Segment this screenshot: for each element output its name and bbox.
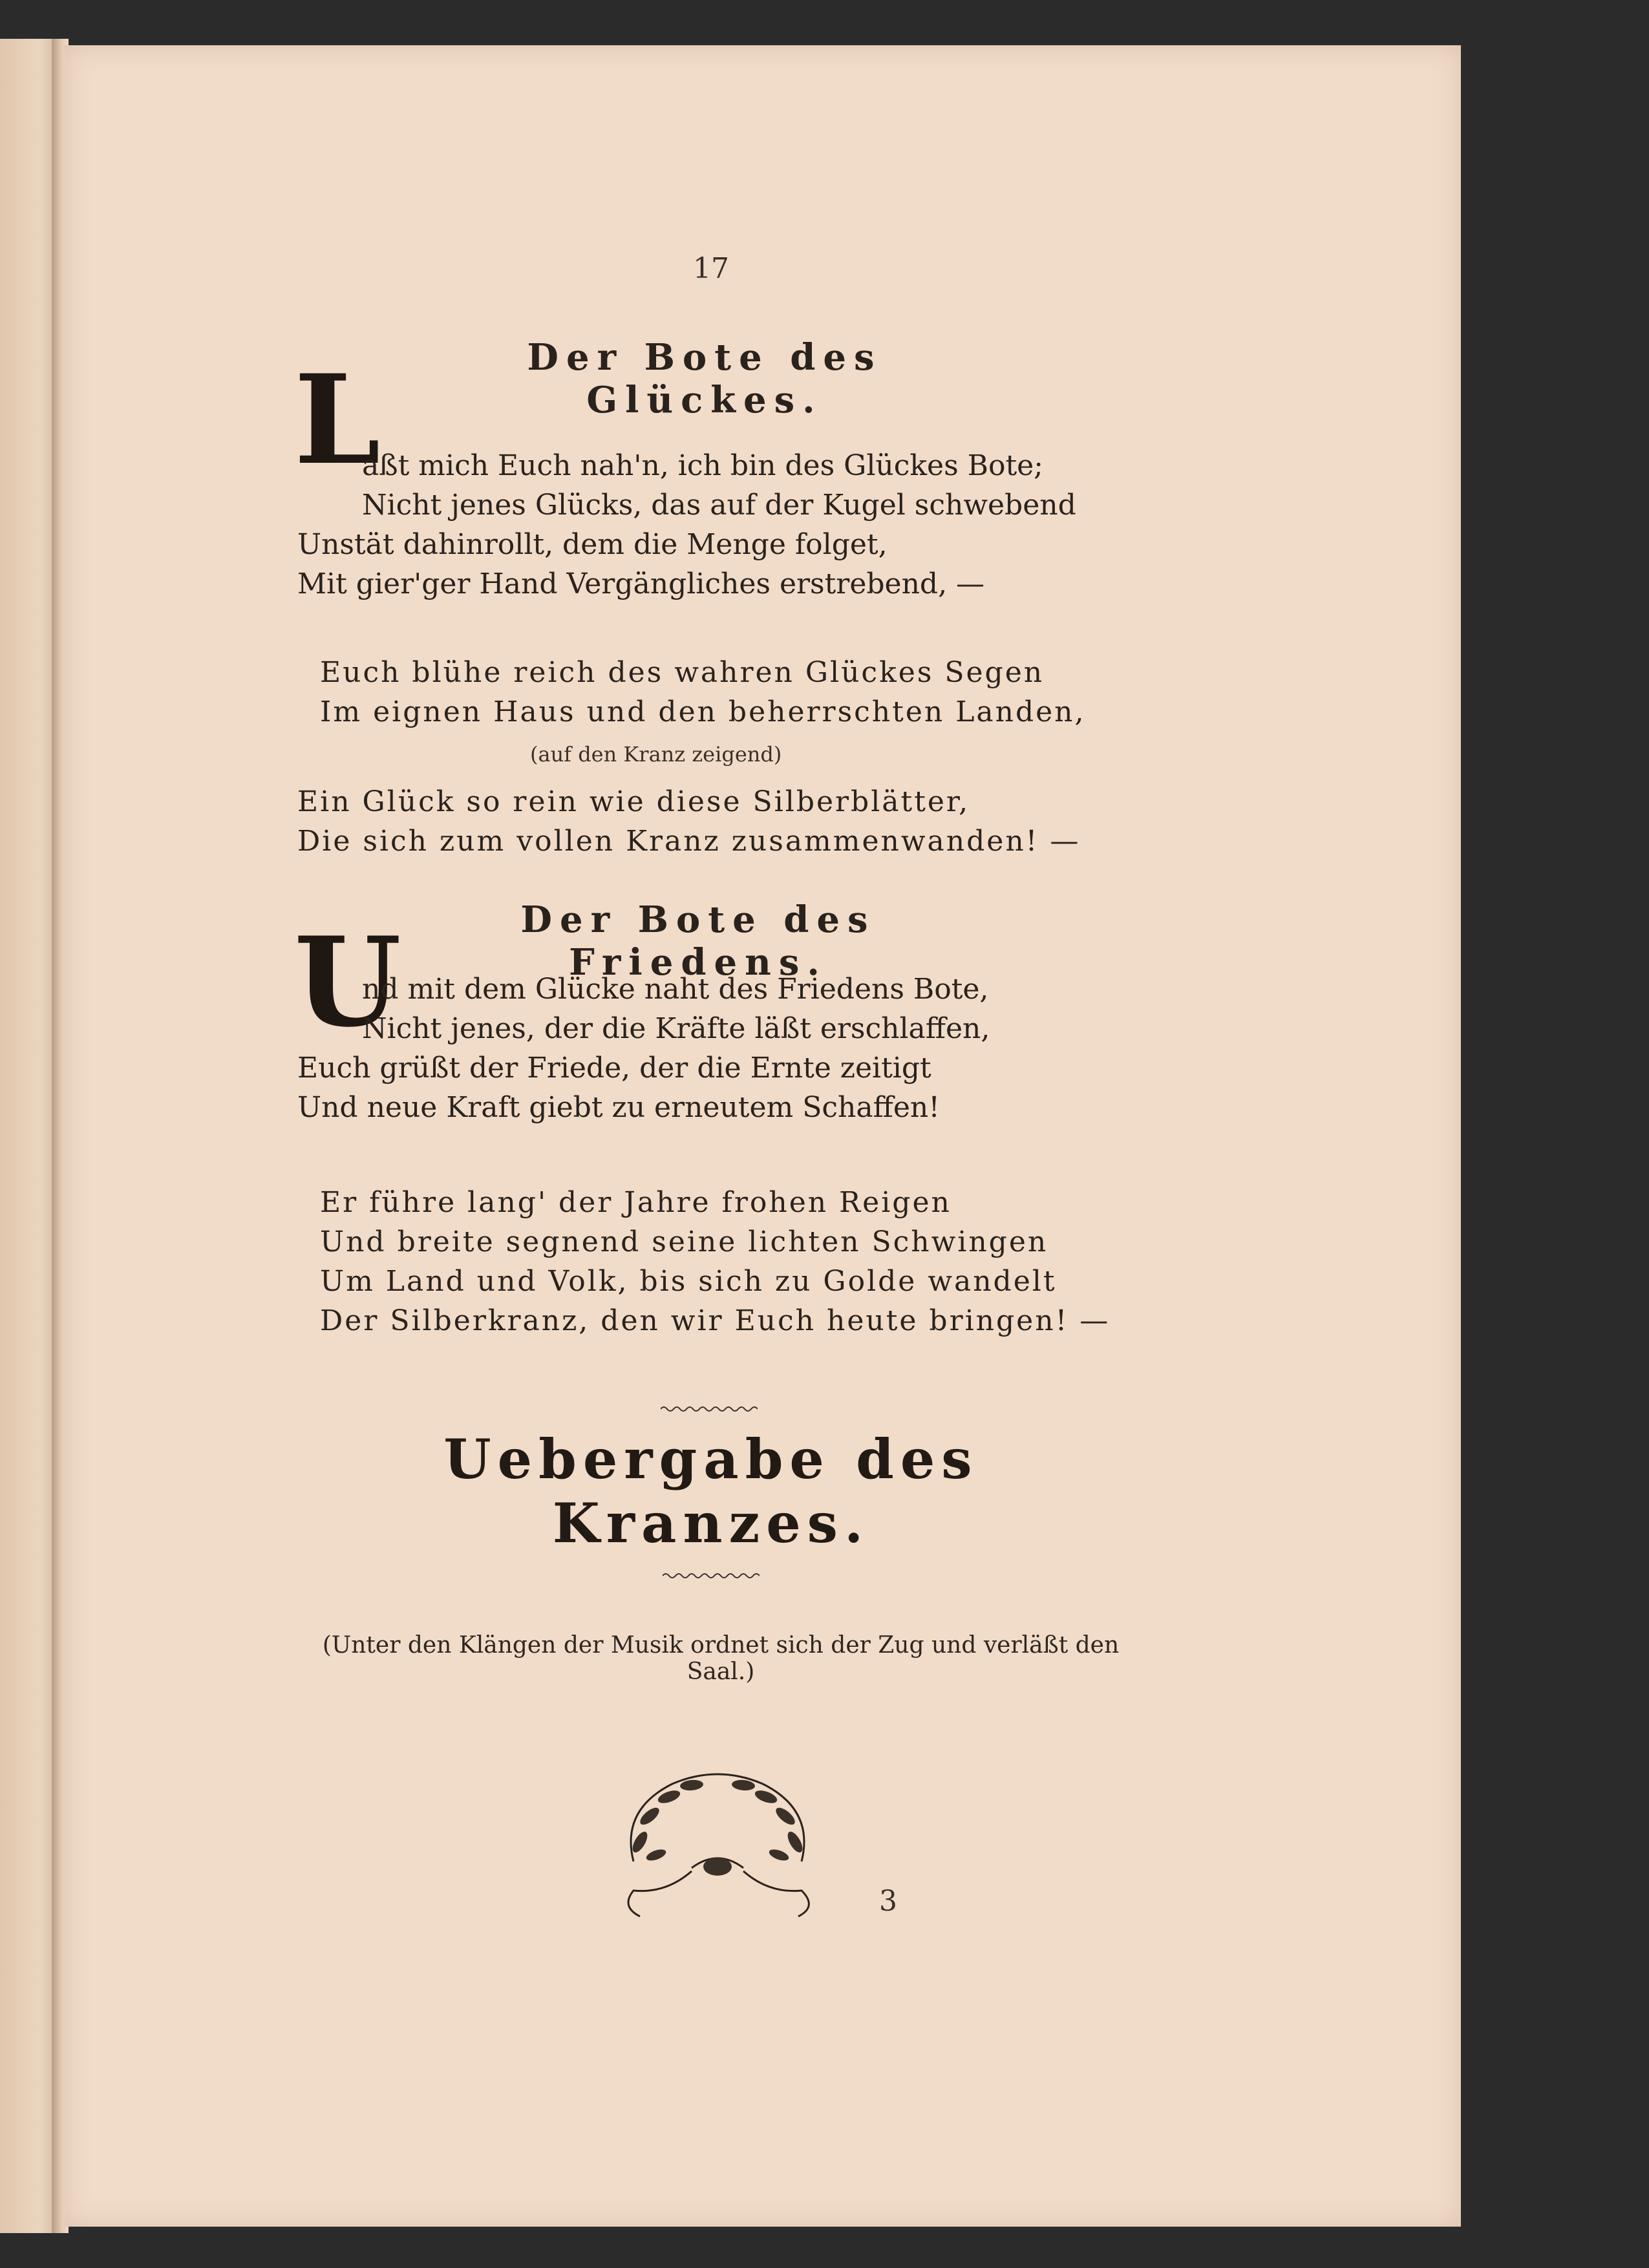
verse-line: Mit gier'ger Hand Vergängliches erstrebend, — [297,567,985,600]
closing-stage-direction: (Unter den Klängen der Musik ordnet sich der Zug und verläßt den Saal.) [322,1632,1120,1685]
heading-uebergabe-des-kranzes: Uebergabe des Kranzes. [443,1427,979,1555]
verse-line: Nicht jenes Glücks, das auf der Kugel schwebend [362,489,1076,522]
book-page [65,45,1461,2227]
page-number-top: 17 [693,252,729,285]
dropcap-u: U [294,910,401,1054]
wavy-divider-top [661,1404,758,1414]
verse-line: Und breite segnend seine lichten Schwingen [320,1225,1048,1258]
stanza-glueck-1 [297,446,1105,604]
heading-bote-des-friedens: Der Bote des Friedens. [520,898,876,984]
verse-line: Ein Glück so rein wie diese Silberblätter, [297,785,970,818]
verse-line: Er führe lang' der Jahre frohen Reigen [320,1186,952,1219]
stanza-glueck-2 [320,653,1128,732]
verse-line: Und neue Kraft giebt zu erneutem Schaffen! [297,1091,940,1124]
verse-line: Euch blühe reich des wahren Glückes Segen [320,656,1045,689]
verse-line: Im eignen Haus und den beherrschten Landen, [320,695,1086,728]
left-page-edge [0,39,57,2233]
page-number-bottom: 3 [879,1885,897,1918]
verse-line: Um Land und Volk, bis sich zu Golde wandelt [320,1265,1057,1298]
verse-line: Nicht jenes, der die Kräfte läßt erschlaffen, [362,1012,990,1045]
stanza-frieden-1 [297,970,1105,1127]
stanza-frieden-2 [320,1183,1128,1341]
verse-line: Der Silberkranz, den wir Euch heute bringen! — [320,1304,1111,1337]
verse-line: Unstät dahinrollt, dem die Menge folget, [297,528,888,561]
heading-bote-des-glueckes: Der Bote des Glückes. [527,336,882,421]
verse-line: nd mit dem Glücke naht des Friedens Bote, [362,973,989,1006]
verse-line: Die sich zum vollen Kranz zusammenwanden! — [297,825,1081,858]
stage-direction: (auf den Kranz zeigend) [530,742,782,767]
laurel-wreath-icon [595,1752,840,1926]
stanza-glueck-3 [297,782,1105,861]
verse-line: Euch grüßt der Friede, der die Ernte zeitigt [297,1052,931,1085]
wavy-divider-bottom [663,1571,760,1581]
dropcap-l: L [294,348,381,492]
verse-line: aßt mich Euch nah'n, ich bin des Glückes Bote; [362,449,1044,482]
